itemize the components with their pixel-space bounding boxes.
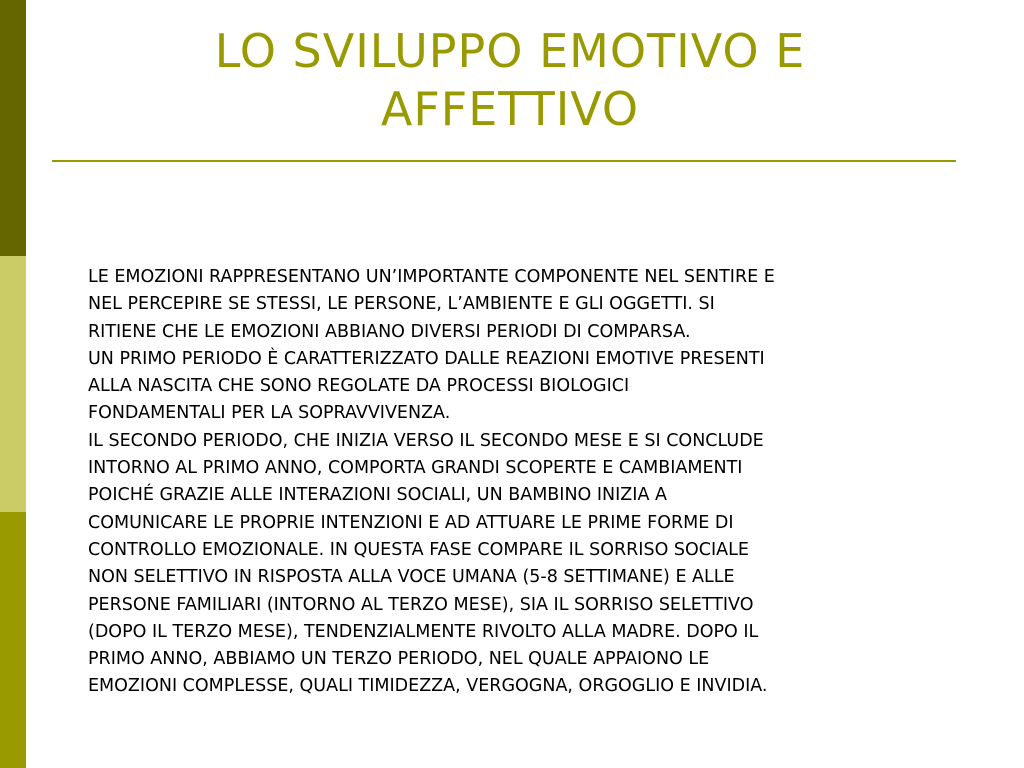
paragraph-second-period: IL SECONDO PERIODO, CHE INIZIA VERSO IL SECONDO MESE E SI CONCLUDE INTORNO AL PRIMO ANNO, COMPORTA GRANDI SCOPERTE E CAMBIAMENTI POICHÉ GRAZIE ALLE INTERAZIONI SOCIALI, UN BAMBINO INIZIA A COMUNICARE LE PROPRIE INTENZIONI E AD ATTUARE LE PRIME FORME DI CONTROLLO EMOZIONALE. IN QUESTA FASE COMPARE IL SORRISO SOCIALE NON SELETTIVO IN RISPOSTA ALLA VOCE UMANA (5-8 SETTIMANE) E ALLE PERSONE FAMILIARI (INTORNO AL TERZO MESE), SIA IL SORRISO SELETTIVO (DOPO IL TERZO MESE), TENDENZIALMENTE RIVOLTO ALLA MADRE. DOPO IL PRIMO ANNO, ABBIAMO UN TERZO PERIODO, NEL QUALE APPAIONO LE EMOZIONI COMPLESSE, QUALI TIMIDEZZA, VERGOGNA, ORGOGLIO E INVIDIA. [88,430,768,697]
side-bar-bottom-segment [0,512,26,768]
slide-body [88,264,1018,701]
side-accent-bar [0,0,26,768]
title-underline-rule [52,160,956,162]
side-bar-top-segment [0,0,26,256]
paragraph-first-period: UN PRIMO PERIODO È CARATTERIZZATO DALLE REAZIONI EMOTIVE PRESENTI ALLA NASCITA CHE SONO REGOLATE DA PROCESSI BIOLOGICI FONDAMENTALI PER LA SOPRAVVIVENZA. [88,348,765,424]
slide-title: LO SVILUPPO EMOTIVO E AFFETTIVO [214,24,806,136]
side-bar-middle-segment [0,256,26,512]
paragraph-emotions-intro: LE EMOZIONI RAPPRESENTANO UN’IMPORTANTE COMPONENTE NEL SENTIRE E NEL PERCEPIRE SE STESSI, LE PERSONE, L’AMBIENTE E GLI OGGETTI. SI RITIENE CHE LE EMOZIONI ABBIANO DIVERSI PERIODI DI COMPARSA. [88,267,775,342]
